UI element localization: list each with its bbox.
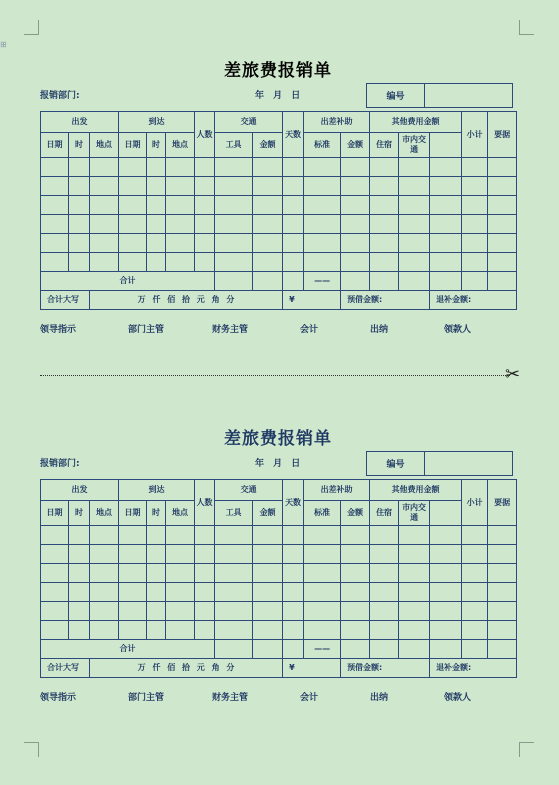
header-depart: 出发 <box>41 480 119 501</box>
crop-mark-bottom-right <box>519 742 534 757</box>
sign-payee: 领款人 <box>444 693 472 703</box>
header-allowance-standard: 标准 <box>304 501 341 526</box>
header-other-blank <box>430 133 462 158</box>
table-row <box>41 253 517 272</box>
sign-cashier: 出纳 <box>370 693 389 703</box>
header-count: 小计 <box>462 112 488 158</box>
header-other-fees: 其他费用金额 <box>370 480 462 501</box>
header-lodging: 住宿 <box>370 133 399 158</box>
scissors-icon: ✂ <box>505 364 521 385</box>
header-city-transport: 市内交通 <box>399 133 430 158</box>
sign-payee: 领款人 <box>444 325 472 335</box>
refund-field[interactable]: 退补金额: <box>430 659 517 678</box>
header-allowance: 出差补助 <box>304 112 370 133</box>
header-transport: 交通 <box>215 480 283 501</box>
header-depart-time: 时 <box>69 133 90 158</box>
form-title: 差旅费报销单 <box>224 61 332 81</box>
table-row <box>41 234 517 253</box>
number-box <box>366 451 513 476</box>
paragraph-anchor-icon: ⊞ <box>0 40 7 49</box>
total-label: 合计 <box>41 272 215 291</box>
header-people: 人数 <box>195 112 215 158</box>
total-row <box>41 272 517 291</box>
header-days: 天数 <box>283 480 304 526</box>
header-transport: 交通 <box>215 112 283 133</box>
date-label: 年 月 日 <box>255 91 301 101</box>
total-caps-row <box>41 659 517 678</box>
date-label: 年 月 日 <box>255 459 301 469</box>
header-allowance: 出差补助 <box>304 480 370 501</box>
number-label: 编号 <box>367 84 425 107</box>
header-people: 人数 <box>195 480 215 526</box>
header-allowance-amount: 金额 <box>341 501 370 526</box>
header-arrive: 到达 <box>119 112 195 133</box>
number-field[interactable] <box>425 84 512 107</box>
table-row <box>41 158 517 177</box>
header-transport-amount: 金额 <box>253 133 283 158</box>
dept-label: 报销部门: <box>40 91 80 101</box>
header-transport-amount: 金额 <box>253 501 283 526</box>
header-depart-place: 地点 <box>90 133 119 158</box>
header-notes: 要据 <box>488 480 517 526</box>
prepaid-field[interactable]: 预借金额: <box>341 659 430 678</box>
cut-line <box>40 375 510 376</box>
header-days: 天数 <box>283 112 304 158</box>
total-row <box>41 640 517 659</box>
yen-field[interactable]: ¥ <box>283 659 341 678</box>
sign-leader: 领导指示 <box>40 693 77 703</box>
header-depart: 出发 <box>41 112 119 133</box>
expense-table <box>40 479 517 678</box>
total-dash: —— <box>304 640 341 659</box>
form-title: 差旅费报销单 <box>224 429 332 449</box>
total-caps-label: 合计大写 <box>41 659 90 678</box>
header-arrive-date: 日期 <box>119 133 147 158</box>
caps-units[interactable]: 万 仟 佰 拾 元 角 分 <box>90 659 283 678</box>
total-label: 合计 <box>41 640 215 659</box>
sign-finance-head: 财务主管 <box>212 693 249 703</box>
table-row <box>41 621 517 640</box>
header-depart-place: 地点 <box>90 501 119 526</box>
sign-finance-head: 财务主管 <box>212 325 249 335</box>
number-box <box>366 83 513 108</box>
sign-accountant: 会计 <box>300 325 319 335</box>
header-arrive-time: 时 <box>147 133 166 158</box>
header-arrive: 到达 <box>119 480 195 501</box>
table-row <box>41 583 517 602</box>
prepaid-field[interactable]: 预借金额: <box>341 291 430 310</box>
header-lodging: 住宿 <box>370 501 399 526</box>
total-caps-label: 合计大写 <box>41 291 90 310</box>
table-row <box>41 215 517 234</box>
header-arrive-date: 日期 <box>119 501 147 526</box>
refund-field[interactable]: 退补金额: <box>430 291 517 310</box>
sign-dept-head: 部门主管 <box>128 325 165 335</box>
sign-dept-head: 部门主管 <box>128 693 165 703</box>
number-label: 编号 <box>367 452 425 475</box>
header-arrive-place: 地点 <box>166 133 195 158</box>
table-row <box>41 196 517 215</box>
header-depart-date: 日期 <box>41 501 69 526</box>
crop-mark-top-left <box>24 20 39 35</box>
header-depart-time: 时 <box>69 501 90 526</box>
header-transport-tool: 工具 <box>215 133 253 158</box>
total-dash: —— <box>304 272 341 291</box>
header-city-transport: 市内交通 <box>399 501 430 526</box>
crop-mark-top-right <box>519 20 534 35</box>
table-row <box>41 564 517 583</box>
table-row <box>41 526 517 545</box>
yen-field[interactable]: ¥ <box>283 291 341 310</box>
sign-leader: 领导指示 <box>40 325 77 335</box>
number-field[interactable] <box>425 452 512 475</box>
header-allowance-amount: 金额 <box>341 133 370 158</box>
total-caps-row <box>41 291 517 310</box>
sign-cashier: 出纳 <box>370 325 389 335</box>
crop-mark-bottom-left <box>24 742 39 757</box>
table-row <box>41 177 517 196</box>
header-transport-tool: 工具 <box>215 501 253 526</box>
expense-table <box>40 111 517 310</box>
sign-accountant: 会计 <box>300 693 319 703</box>
header-other-blank <box>430 501 462 526</box>
header-other-fees: 其他费用金额 <box>370 112 462 133</box>
table-row <box>41 602 517 621</box>
header-allowance-standard: 标准 <box>304 133 341 158</box>
header-notes: 要据 <box>488 112 517 158</box>
header-arrive-place: 地点 <box>166 501 195 526</box>
header-arrive-time: 时 <box>147 501 166 526</box>
dept-label: 报销部门: <box>40 459 80 469</box>
header-depart-date: 日期 <box>41 133 69 158</box>
header-count: 小计 <box>462 480 488 526</box>
table-row <box>41 545 517 564</box>
caps-units[interactable]: 万 仟 佰 拾 元 角 分 <box>90 291 283 310</box>
